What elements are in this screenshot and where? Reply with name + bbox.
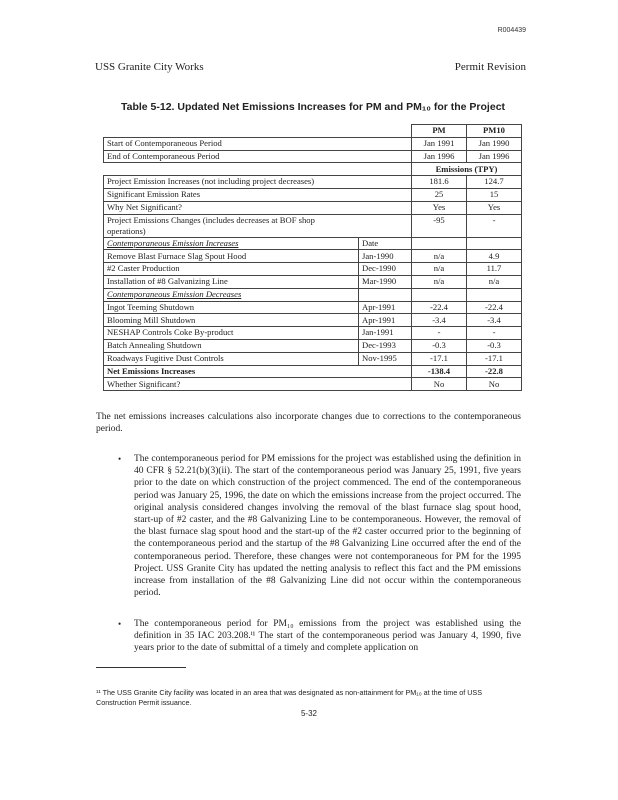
table-row xyxy=(104,250,522,263)
bullet-icon: • xyxy=(118,619,122,629)
cell-pm: 25 xyxy=(412,188,467,201)
cell-pm: -0.3 xyxy=(412,339,467,352)
date-heading: Date xyxy=(359,237,412,250)
cell-date: Dec-1990 xyxy=(359,263,412,276)
cell-pm10: -22.8 xyxy=(467,365,522,378)
cell-pm: 181.6 xyxy=(412,176,467,189)
table-row xyxy=(104,275,522,288)
table-row xyxy=(104,263,522,276)
table-row xyxy=(104,314,522,327)
cell-date: Jan-1990 xyxy=(359,250,412,263)
table-row xyxy=(104,163,522,176)
row-label: Project Emissions Changes (includes decreases at BOF shop operations) xyxy=(104,214,412,237)
bullet-icon: • xyxy=(118,454,122,464)
cell-pm10: No xyxy=(467,378,522,391)
cell-pm10: Jan 1996 xyxy=(467,150,522,163)
footnote-rule xyxy=(96,667,186,668)
col-header-pm: PM xyxy=(412,125,467,138)
cell-pm10: -3.4 xyxy=(467,314,522,327)
table-caption: Table 5-12. Updated Net Emissions Increases for PM and PM₁₀ for the Project xyxy=(120,101,506,113)
row-label: Installation of #8 Galvanizing Line xyxy=(104,275,359,288)
header-left: USS Granite City Works xyxy=(95,61,204,73)
page-number: 5-32 xyxy=(300,709,317,718)
cell-date: Mar-1990 xyxy=(359,275,412,288)
table-row xyxy=(104,301,522,314)
row-label: Project Emission Increases (not including project decreases) xyxy=(104,176,412,189)
row-label: Batch Annealing Shutdown xyxy=(104,339,359,352)
row-label: Start of Contemporaneous Period xyxy=(104,137,412,150)
header-right: Permit Revision xyxy=(454,61,526,73)
cell-pm10: Yes xyxy=(467,201,522,214)
row-label: Roadways Fugitive Dust Controls xyxy=(104,352,359,365)
cell-pm10: -0.3 xyxy=(467,339,522,352)
bullet-paragraph-pm10: The contemporaneous period for PM₁₀ emissions from the project was established using the definition in 35 IAC 203.208.ⁱ¹ The start of the contemporaneous period was January 4, 1990, five years prior to the date of submittal of a timely and complete application on xyxy=(134,619,521,654)
section-heading-increases: Contemporaneous Emission Increases xyxy=(104,237,359,250)
cell-pm: Jan 1996 xyxy=(412,150,467,163)
table-row xyxy=(104,137,522,150)
cell-pm10: 4.9 xyxy=(467,250,522,263)
cell-pm10: 15 xyxy=(467,188,522,201)
footnote: ¹¹ The USS Granite City facility was located in an area that was designated as non-attainment for PM₁₀ at the time of USS Construction Permit issuance. xyxy=(96,688,482,707)
col-header-pm10: PM10 xyxy=(467,125,522,138)
table-row xyxy=(104,214,522,237)
cell-date: Dec-1993 xyxy=(359,339,412,352)
table-row xyxy=(104,352,522,365)
row-label: #2 Caster Production xyxy=(104,263,359,276)
row-label: Ingot Teeming Shutdown xyxy=(104,301,359,314)
row-label: NESHAP Controls Coke By-product xyxy=(104,327,359,340)
table-header-row xyxy=(104,125,522,138)
cell-pm: Jan 1991 xyxy=(412,137,467,150)
table-row xyxy=(104,176,522,189)
cell-pm: n/a xyxy=(412,275,467,288)
cell-pm: -95 xyxy=(412,214,467,237)
table-row xyxy=(104,327,522,340)
row-label: Blooming Mill Shutdown xyxy=(104,314,359,327)
cell-pm: -138.4 xyxy=(412,365,467,378)
cell-pm10: - xyxy=(467,214,522,237)
table-row xyxy=(104,365,522,378)
cell-date: Apr-1991 xyxy=(359,314,412,327)
row-label: End of Contemporaneous Period xyxy=(104,150,412,163)
cell-pm10: -22.4 xyxy=(467,301,522,314)
cell-date: Nov-1995 xyxy=(359,352,412,365)
bullet-paragraph-pm: The contemporaneous period for PM emissions for the project was established using the definition in 40 CFR § 52.21(b)(3)(ii). The start of the contemporaneous period was January 25, 1991, five years prior to the date on which construction of the project commenced. The end of the contemporaneous period was January 25, 1996, the date on which the emissions increase from the project occurred. The original analysis considered changes involving the removal of the blast furnace slag spout hood, start-up of #2 caster, and the #8 Galvanizing Line to be contemporaneous. However, the removal of the blast furnace slag spout hood and the start-up of the #2 caster occurred prior to the beginning of the contemporaneous period and the startup of the #8 Galvanizing Line occurred after the end of the contemporaneous period. Therefore, these changes were not contemporaneous for PM for the 1995 Project. USS Granite City has updated the netting analysis to reflect this fact and the PM emissions increase from installation of the #8 Galvanizing Line did not occur within the contemporaneous period. xyxy=(134,454,521,599)
intro-paragraph: The net emissions increases calculations also incorporate changes due to corrections to the contemporaneous period. xyxy=(96,412,521,435)
cell-pm: -22.4 xyxy=(412,301,467,314)
row-label: Remove Blast Furnace Slag Spout Hood xyxy=(104,250,359,263)
row-label: Why Net Significant? xyxy=(104,201,412,214)
cell-pm10: - xyxy=(467,327,522,340)
net-increases-label: Net Emissions Increases xyxy=(104,365,412,378)
cell-pm10: 11.7 xyxy=(467,263,522,276)
units-header: Emissions (TPY) xyxy=(412,163,522,176)
table-row xyxy=(104,378,522,391)
row-label: Significant Emission Rates xyxy=(104,188,412,201)
cell-pm10: Jan 1990 xyxy=(467,137,522,150)
table-row xyxy=(104,339,522,352)
cell-pm: Yes xyxy=(412,201,467,214)
table-row xyxy=(104,201,522,214)
cell-pm: No xyxy=(412,378,467,391)
cell-pm10: -17.1 xyxy=(467,352,522,365)
cell-pm: -17.1 xyxy=(412,352,467,365)
row-label: Whether Significant? xyxy=(104,378,412,391)
table-row xyxy=(104,237,522,250)
emissions-table xyxy=(103,124,522,391)
section-heading-decreases: Contemporaneous Emission Decreases xyxy=(104,288,359,301)
cell-pm: -3.4 xyxy=(412,314,467,327)
table-row xyxy=(104,150,522,163)
bates-number: R004439 xyxy=(497,27,526,34)
cell-pm10: 124.7 xyxy=(467,176,522,189)
cell-pm: - xyxy=(412,327,467,340)
cell-pm: n/a xyxy=(412,250,467,263)
cell-date: Apr-1991 xyxy=(359,301,412,314)
table-row xyxy=(104,188,522,201)
table-row xyxy=(104,288,522,301)
cell-pm10: n/a xyxy=(467,275,522,288)
cell-pm: n/a xyxy=(412,263,467,276)
cell-date: Jan-1991 xyxy=(359,327,412,340)
